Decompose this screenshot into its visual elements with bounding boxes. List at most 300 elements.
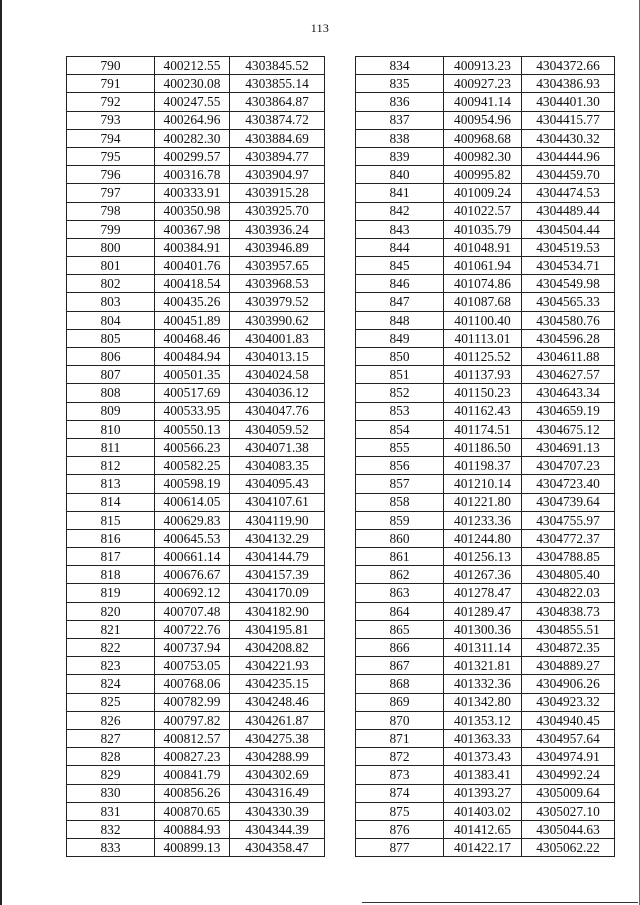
table-row — [356, 275, 615, 293]
table-row — [356, 402, 615, 420]
y-coordinate-cell: 4304772.37 — [522, 529, 615, 547]
x-coordinate-cell: 401393.27 — [444, 784, 522, 802]
table-row — [67, 693, 325, 711]
point-number-cell: 809 — [67, 402, 155, 420]
y-coordinate-cell: 4304386.93 — [522, 75, 615, 93]
y-coordinate-cell: 4304691.13 — [522, 438, 615, 456]
table-row — [356, 75, 615, 93]
y-coordinate-cell: 4304144.79 — [230, 548, 325, 566]
table-row — [356, 602, 615, 620]
x-coordinate-cell: 401210.14 — [444, 475, 522, 493]
x-coordinate-cell: 400533.95 — [155, 402, 230, 420]
x-coordinate-cell: 400827.23 — [155, 748, 230, 766]
y-coordinate-cell: 4304459.70 — [522, 166, 615, 184]
table-row — [67, 529, 325, 547]
y-coordinate-cell: 4304083.35 — [230, 457, 325, 475]
y-coordinate-cell: 4304036.12 — [230, 384, 325, 402]
point-number-cell: 857 — [356, 475, 444, 493]
point-number-cell: 866 — [356, 639, 444, 657]
x-coordinate-cell: 401321.81 — [444, 657, 522, 675]
point-number-cell: 795 — [67, 147, 155, 165]
y-coordinate-cell: 4304344.39 — [230, 820, 325, 838]
table-row — [356, 620, 615, 638]
y-coordinate-cell: 4304119.90 — [230, 511, 325, 529]
x-coordinate-cell: 400954.96 — [444, 111, 522, 129]
point-number-cell: 877 — [356, 839, 444, 857]
table-row — [67, 329, 325, 347]
y-coordinate-cell: 4303845.52 — [230, 57, 325, 75]
table-row — [356, 111, 615, 129]
table-row — [356, 220, 615, 238]
footer-rule — [362, 902, 638, 903]
x-coordinate-cell: 401353.12 — [444, 711, 522, 729]
x-coordinate-cell: 401162.43 — [444, 402, 522, 420]
y-coordinate-cell: 4304838.73 — [522, 602, 615, 620]
y-coordinate-cell: 4304504.44 — [522, 220, 615, 238]
x-coordinate-cell: 401174.51 — [444, 420, 522, 438]
table-row — [67, 311, 325, 329]
x-coordinate-cell: 401422.17 — [444, 839, 522, 857]
x-coordinate-cell: 400856.26 — [155, 784, 230, 802]
point-number-cell: 816 — [67, 529, 155, 547]
y-coordinate-cell: 4304316.49 — [230, 784, 325, 802]
y-coordinate-cell: 4304580.76 — [522, 311, 615, 329]
point-number-cell: 870 — [356, 711, 444, 729]
point-number-cell: 833 — [67, 839, 155, 857]
table-row — [356, 529, 615, 547]
point-number-cell: 798 — [67, 202, 155, 220]
x-coordinate-cell: 400753.05 — [155, 657, 230, 675]
y-coordinate-cell: 4304906.26 — [522, 675, 615, 693]
x-coordinate-cell: 400517.69 — [155, 384, 230, 402]
point-number-cell: 820 — [67, 602, 155, 620]
point-number-cell: 846 — [356, 275, 444, 293]
x-coordinate-cell: 400782.99 — [155, 693, 230, 711]
point-number-cell: 862 — [356, 566, 444, 584]
x-coordinate-cell: 400899.13 — [155, 839, 230, 857]
point-number-cell: 859 — [356, 511, 444, 529]
x-coordinate-cell: 401100.40 — [444, 311, 522, 329]
y-coordinate-cell: 4304248.46 — [230, 693, 325, 711]
y-coordinate-cell: 4303874.72 — [230, 111, 325, 129]
x-coordinate-cell: 400333.91 — [155, 184, 230, 202]
table-row — [356, 184, 615, 202]
table-row — [356, 711, 615, 729]
table-row — [356, 329, 615, 347]
x-coordinate-cell: 401373.43 — [444, 748, 522, 766]
x-coordinate-cell: 401403.02 — [444, 802, 522, 820]
point-number-cell: 824 — [67, 675, 155, 693]
point-number-cell: 819 — [67, 584, 155, 602]
table-row — [67, 420, 325, 438]
x-coordinate-cell: 400264.96 — [155, 111, 230, 129]
y-coordinate-cell: 4304195.81 — [230, 620, 325, 638]
x-coordinate-cell: 401332.36 — [444, 675, 522, 693]
table-row — [356, 584, 615, 602]
table-row — [67, 75, 325, 93]
y-coordinate-cell: 4303855.14 — [230, 75, 325, 93]
point-number-cell: 796 — [67, 166, 155, 184]
page-left-edge — [0, 0, 2, 905]
point-number-cell: 867 — [356, 657, 444, 675]
x-coordinate-cell: 400797.82 — [155, 711, 230, 729]
table-row — [67, 384, 325, 402]
y-coordinate-cell: 4304415.77 — [522, 111, 615, 129]
point-number-cell: 871 — [356, 729, 444, 747]
x-coordinate-cell: 400737.94 — [155, 639, 230, 657]
y-coordinate-cell: 4304132.29 — [230, 529, 325, 547]
y-coordinate-cell: 4304549.98 — [522, 275, 615, 293]
point-number-cell: 873 — [356, 766, 444, 784]
x-coordinate-cell: 400841.79 — [155, 766, 230, 784]
table-row — [67, 493, 325, 511]
x-coordinate-cell: 400941.14 — [444, 93, 522, 111]
table-row — [67, 566, 325, 584]
table-row — [67, 147, 325, 165]
y-coordinate-cell: 4304401.30 — [522, 93, 615, 111]
point-number-cell: 790 — [67, 57, 155, 75]
y-coordinate-cell: 4304643.34 — [522, 384, 615, 402]
coordinates-table-right — [355, 56, 615, 857]
table-row — [67, 220, 325, 238]
table-row — [356, 657, 615, 675]
table-row — [356, 802, 615, 820]
y-coordinate-cell: 4304182.90 — [230, 602, 325, 620]
x-coordinate-cell: 401256.13 — [444, 548, 522, 566]
table-row — [67, 202, 325, 220]
x-coordinate-cell: 400247.55 — [155, 93, 230, 111]
table-row — [356, 202, 615, 220]
y-coordinate-cell: 4304235.15 — [230, 675, 325, 693]
y-coordinate-cell: 4304474.53 — [522, 184, 615, 202]
point-number-cell: 827 — [67, 729, 155, 747]
x-coordinate-cell: 401137.93 — [444, 366, 522, 384]
x-coordinate-cell: 401383.41 — [444, 766, 522, 784]
table-row — [356, 729, 615, 747]
point-number-cell: 799 — [67, 220, 155, 238]
point-number-cell: 856 — [356, 457, 444, 475]
y-coordinate-cell: 4304872.35 — [522, 639, 615, 657]
x-coordinate-cell: 401048.91 — [444, 238, 522, 256]
point-number-cell: 872 — [356, 748, 444, 766]
y-coordinate-cell: 4303894.77 — [230, 147, 325, 165]
x-coordinate-cell: 400884.93 — [155, 820, 230, 838]
x-coordinate-cell: 400367.98 — [155, 220, 230, 238]
point-number-cell: 814 — [67, 493, 155, 511]
y-coordinate-cell: 4304805.40 — [522, 566, 615, 584]
y-coordinate-cell: 4304302.69 — [230, 766, 325, 784]
y-coordinate-cell: 4303904.97 — [230, 166, 325, 184]
table-row — [356, 784, 615, 802]
table-row — [356, 475, 615, 493]
y-coordinate-cell: 4304358.47 — [230, 839, 325, 857]
y-coordinate-cell: 4304275.38 — [230, 729, 325, 747]
x-coordinate-cell: 400566.23 — [155, 438, 230, 456]
point-number-cell: 812 — [67, 457, 155, 475]
table-row — [67, 402, 325, 420]
x-coordinate-cell: 401412.65 — [444, 820, 522, 838]
x-coordinate-cell: 401150.23 — [444, 384, 522, 402]
y-coordinate-cell: 4304739.64 — [522, 493, 615, 511]
x-coordinate-cell: 400661.14 — [155, 548, 230, 566]
point-number-cell: 861 — [356, 548, 444, 566]
x-coordinate-cell: 400550.13 — [155, 420, 230, 438]
point-number-cell: 829 — [67, 766, 155, 784]
page-number: 113 — [310, 21, 330, 35]
table-row — [356, 257, 615, 275]
y-coordinate-cell: 4304170.09 — [230, 584, 325, 602]
table-row — [356, 748, 615, 766]
table-row — [356, 457, 615, 475]
point-number-cell: 844 — [356, 238, 444, 256]
x-coordinate-cell: 401186.50 — [444, 438, 522, 456]
y-coordinate-cell: 4303957.65 — [230, 257, 325, 275]
x-coordinate-cell: 400692.12 — [155, 584, 230, 602]
x-coordinate-cell: 401221.80 — [444, 493, 522, 511]
x-coordinate-cell: 400870.65 — [155, 802, 230, 820]
y-coordinate-cell: 4304372.66 — [522, 57, 615, 75]
table-row — [356, 311, 615, 329]
point-number-cell: 801 — [67, 257, 155, 275]
point-number-cell: 817 — [67, 548, 155, 566]
x-coordinate-cell: 401009.24 — [444, 184, 522, 202]
x-coordinate-cell: 400230.08 — [155, 75, 230, 93]
point-number-cell: 864 — [356, 602, 444, 620]
point-number-cell: 838 — [356, 129, 444, 147]
point-number-cell: 858 — [356, 493, 444, 511]
y-coordinate-cell: 4305027.10 — [522, 802, 615, 820]
table-row — [67, 238, 325, 256]
table-row — [356, 511, 615, 529]
table-row — [67, 366, 325, 384]
y-coordinate-cell: 4304261.87 — [230, 711, 325, 729]
point-number-cell: 804 — [67, 311, 155, 329]
y-coordinate-cell: 4304330.39 — [230, 802, 325, 820]
point-number-cell: 876 — [356, 820, 444, 838]
point-number-cell: 851 — [356, 366, 444, 384]
table-row — [67, 457, 325, 475]
table-row — [67, 729, 325, 747]
table-row — [67, 438, 325, 456]
table-row — [67, 802, 325, 820]
x-coordinate-cell: 400995.82 — [444, 166, 522, 184]
y-coordinate-cell: 4304221.93 — [230, 657, 325, 675]
table-row — [67, 748, 325, 766]
table-row — [67, 475, 325, 493]
y-coordinate-cell: 4304596.28 — [522, 329, 615, 347]
y-coordinate-cell: 4304723.40 — [522, 475, 615, 493]
y-coordinate-cell: 4304489.44 — [522, 202, 615, 220]
y-coordinate-cell: 4304707.23 — [522, 457, 615, 475]
table-row — [67, 584, 325, 602]
y-coordinate-cell: 4304940.45 — [522, 711, 615, 729]
point-number-cell: 823 — [67, 657, 155, 675]
y-coordinate-cell: 4304627.57 — [522, 366, 615, 384]
y-coordinate-cell: 4304024.58 — [230, 366, 325, 384]
table-row — [67, 657, 325, 675]
point-number-cell: 865 — [356, 620, 444, 638]
y-coordinate-cell: 4304047.76 — [230, 402, 325, 420]
point-number-cell: 855 — [356, 438, 444, 456]
x-coordinate-cell: 400812.57 — [155, 729, 230, 747]
point-number-cell: 800 — [67, 238, 155, 256]
point-number-cell: 825 — [67, 693, 155, 711]
point-number-cell: 822 — [67, 639, 155, 657]
point-number-cell: 850 — [356, 348, 444, 366]
table-row — [67, 784, 325, 802]
table-row — [356, 147, 615, 165]
x-coordinate-cell: 401087.68 — [444, 293, 522, 311]
point-number-cell: 794 — [67, 129, 155, 147]
table-row — [67, 293, 325, 311]
y-coordinate-cell: 4303968.53 — [230, 275, 325, 293]
table-row — [67, 602, 325, 620]
table-row — [67, 111, 325, 129]
point-number-cell: 807 — [67, 366, 155, 384]
x-coordinate-cell: 400316.78 — [155, 166, 230, 184]
table-row — [356, 57, 615, 75]
y-coordinate-cell: 4303936.24 — [230, 220, 325, 238]
point-number-cell: 837 — [356, 111, 444, 129]
table-row — [67, 711, 325, 729]
y-coordinate-cell: 4304288.99 — [230, 748, 325, 766]
y-coordinate-cell: 4304923.32 — [522, 693, 615, 711]
y-coordinate-cell: 4304095.43 — [230, 475, 325, 493]
y-coordinate-cell: 4304059.52 — [230, 420, 325, 438]
x-coordinate-cell: 401289.47 — [444, 602, 522, 620]
x-coordinate-cell: 400927.23 — [444, 75, 522, 93]
x-coordinate-cell: 401267.36 — [444, 566, 522, 584]
x-coordinate-cell: 401125.52 — [444, 348, 522, 366]
x-coordinate-cell: 400982.30 — [444, 147, 522, 165]
point-number-cell: 811 — [67, 438, 155, 456]
table-row — [356, 548, 615, 566]
point-number-cell: 868 — [356, 675, 444, 693]
x-coordinate-cell: 401342.80 — [444, 693, 522, 711]
x-coordinate-cell: 401300.36 — [444, 620, 522, 638]
y-coordinate-cell: 4303915.28 — [230, 184, 325, 202]
point-number-cell: 813 — [67, 475, 155, 493]
point-number-cell: 808 — [67, 384, 155, 402]
x-coordinate-cell: 401244.80 — [444, 529, 522, 547]
point-number-cell: 875 — [356, 802, 444, 820]
x-coordinate-cell: 400418.54 — [155, 275, 230, 293]
point-number-cell: 830 — [67, 784, 155, 802]
x-coordinate-cell: 401233.36 — [444, 511, 522, 529]
point-number-cell: 848 — [356, 311, 444, 329]
x-coordinate-cell: 400435.26 — [155, 293, 230, 311]
y-coordinate-cell: 4304107.61 — [230, 493, 325, 511]
y-coordinate-cell: 4304889.27 — [522, 657, 615, 675]
point-number-cell: 852 — [356, 384, 444, 402]
point-number-cell: 806 — [67, 348, 155, 366]
point-number-cell: 840 — [356, 166, 444, 184]
y-coordinate-cell: 4304071.38 — [230, 438, 325, 456]
y-coordinate-cell: 4303864.87 — [230, 93, 325, 111]
y-coordinate-cell: 4304957.64 — [522, 729, 615, 747]
y-coordinate-cell: 4304157.39 — [230, 566, 325, 584]
table-row — [356, 93, 615, 111]
point-number-cell: 863 — [356, 584, 444, 602]
y-coordinate-cell: 4303946.89 — [230, 238, 325, 256]
table-row — [356, 238, 615, 256]
table-row — [356, 566, 615, 584]
table-row — [67, 511, 325, 529]
table-row — [67, 275, 325, 293]
point-number-cell: 832 — [67, 820, 155, 838]
point-number-cell: 828 — [67, 748, 155, 766]
x-coordinate-cell: 400614.05 — [155, 493, 230, 511]
point-number-cell: 818 — [67, 566, 155, 584]
y-coordinate-cell: 4304611.88 — [522, 348, 615, 366]
x-coordinate-cell: 401113.01 — [444, 329, 522, 347]
x-coordinate-cell: 400384.91 — [155, 238, 230, 256]
point-number-cell: 874 — [356, 784, 444, 802]
table-row — [67, 184, 325, 202]
table-row — [67, 548, 325, 566]
table-row — [356, 348, 615, 366]
x-coordinate-cell: 400582.25 — [155, 457, 230, 475]
y-coordinate-cell: 4304444.96 — [522, 147, 615, 165]
x-coordinate-cell: 400629.83 — [155, 511, 230, 529]
x-coordinate-cell: 400707.48 — [155, 602, 230, 620]
x-coordinate-cell: 400645.53 — [155, 529, 230, 547]
point-number-cell: 834 — [356, 57, 444, 75]
y-coordinate-cell: 4303884.69 — [230, 129, 325, 147]
table-row — [67, 348, 325, 366]
y-coordinate-cell: 4304855.51 — [522, 620, 615, 638]
y-coordinate-cell: 4304992.24 — [522, 766, 615, 784]
point-number-cell: 860 — [356, 529, 444, 547]
y-coordinate-cell: 4304822.03 — [522, 584, 615, 602]
y-coordinate-cell: 4303979.52 — [230, 293, 325, 311]
x-coordinate-cell: 401061.94 — [444, 257, 522, 275]
y-coordinate-cell: 4303990.62 — [230, 311, 325, 329]
table-row — [67, 839, 325, 857]
y-coordinate-cell: 4304208.82 — [230, 639, 325, 657]
x-coordinate-cell: 400913.23 — [444, 57, 522, 75]
table-row — [356, 166, 615, 184]
table-row — [356, 693, 615, 711]
table-row — [67, 820, 325, 838]
y-coordinate-cell: 4304788.85 — [522, 548, 615, 566]
point-number-cell: 805 — [67, 329, 155, 347]
y-coordinate-cell: 4304565.33 — [522, 293, 615, 311]
y-coordinate-cell: 4304534.71 — [522, 257, 615, 275]
y-coordinate-cell: 4304013.15 — [230, 348, 325, 366]
point-number-cell: 835 — [356, 75, 444, 93]
y-coordinate-cell: 4304675.12 — [522, 420, 615, 438]
y-coordinate-cell: 4304430.32 — [522, 129, 615, 147]
table-row — [356, 384, 615, 402]
table-row — [67, 257, 325, 275]
x-coordinate-cell: 401198.37 — [444, 457, 522, 475]
point-number-cell: 847 — [356, 293, 444, 311]
y-coordinate-cell: 4305062.22 — [522, 839, 615, 857]
x-coordinate-cell: 400282.30 — [155, 129, 230, 147]
table-row — [356, 675, 615, 693]
x-coordinate-cell: 401035.79 — [444, 220, 522, 238]
table-row — [356, 420, 615, 438]
point-number-cell: 842 — [356, 202, 444, 220]
table-row — [356, 438, 615, 456]
y-coordinate-cell: 4303925.70 — [230, 202, 325, 220]
coordinates-table-left — [66, 56, 325, 857]
x-coordinate-cell: 400722.76 — [155, 620, 230, 638]
x-coordinate-cell: 401311.14 — [444, 639, 522, 657]
point-number-cell: 815 — [67, 511, 155, 529]
y-coordinate-cell: 4304001.83 — [230, 329, 325, 347]
